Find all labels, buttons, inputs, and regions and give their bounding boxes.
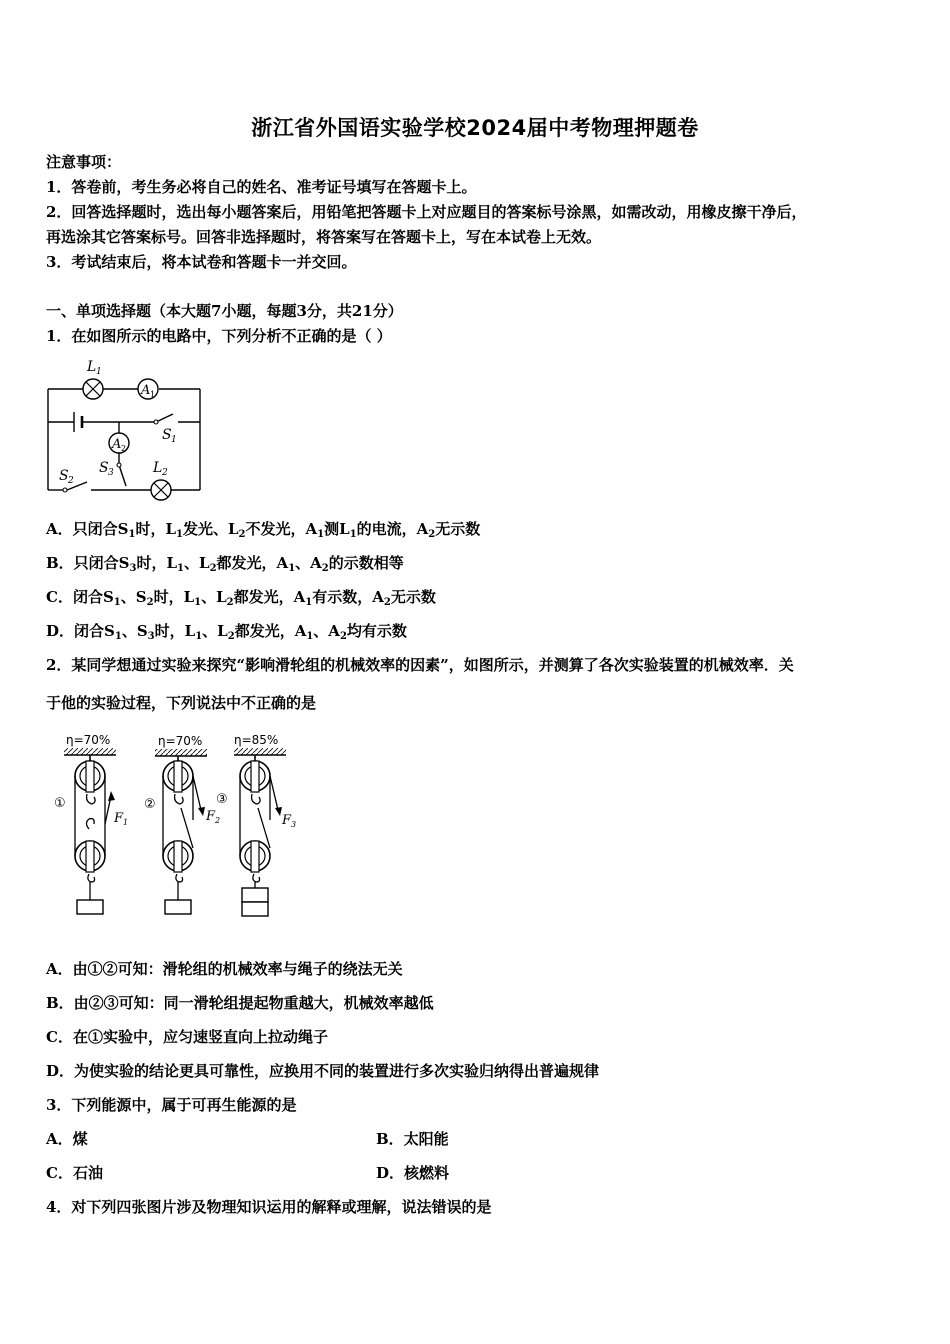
question-1-stem: 1．在如图所示的电路中，下列分析不正确的是（ ） — [46, 327, 392, 345]
switch-s1-sub: 1 — [171, 435, 177, 445]
lamp-l2-sub: 2 — [162, 468, 168, 478]
force-f2-sub: 2 — [215, 816, 221, 825]
switch-s2-label: S — [59, 468, 69, 484]
question-2-option-c[interactable]: C．在①实验中，应匀速竖直向上拉动绳子 — [46, 1028, 328, 1046]
switch-s3-label: S — [99, 460, 109, 476]
pulley-setup-3 — [234, 748, 286, 916]
note-item-2: 2．回答选择题时，选出每小题答案后，用铅笔把答题卡上对应题目的答案标号涂黑，如需改动，用橡皮擦干净后， — [46, 203, 807, 221]
section-heading: 一、单项选择题（本大题7小题，每题3分，共21分） — [46, 302, 403, 320]
ammeter-a1-sub: 1 — [150, 390, 156, 399]
question-2-stem-line-1: 2．某同学想通过实验来探究“影响滑轮组的机械效率的因素”，如图所示，并测算了各次实验装置的机械效率．关 — [46, 656, 794, 674]
setup-3-number: ③ — [216, 792, 228, 807]
notes-heading: 注意事项： — [46, 153, 122, 171]
question-1-option-c[interactable]: C．闭合$S_1$、$S_2$时，$L_1$、$L_2$都发光，$A_1$有示数，$A_2$无示数 — [46, 588, 436, 608]
switch-s1-contact — [154, 420, 158, 424]
note-item-3: 3．考试结束后，将本试卷和答题卡一并交回。 — [46, 253, 357, 271]
force-f1-label: F — [114, 811, 124, 826]
efficiency-3-label: η=85% — [234, 733, 279, 747]
question-3-option-c[interactable]: C．石油 — [46, 1164, 103, 1182]
question-3-option-b[interactable]: B．太阳能 — [376, 1130, 449, 1148]
lamp-l1-icon — [83, 379, 103, 399]
page-title: 浙江省外国语实验学校2024届中考物理押题卷 — [251, 116, 699, 140]
note-item-1: 1．答卷前，考生务必将自己的姓名、准考证号填写在答题卡上。 — [46, 178, 477, 196]
ammeter-a1-label: A — [141, 383, 151, 398]
question-2-option-b[interactable]: B．由②③可知：同一滑轮组提起物重越大，机械效率越低 — [46, 994, 434, 1012]
switch-s3-sub: 3 — [108, 468, 114, 478]
switch-s3-contact — [117, 463, 121, 467]
efficiency-2-label: η=70% — [158, 734, 203, 748]
lamp-l2-icon — [151, 480, 171, 500]
question-1-option-a[interactable]: A．只闭合$S_1$时，$L_1$发光、$L_2$不发光，$A_1$测$L_1$的电流，$A_2$无示数 — [46, 520, 481, 540]
lamp-l2-label: L — [153, 460, 163, 476]
question-4-stem: 4．对下列四张图片涉及物理知识运用的解释或理解，说法错误的是 — [46, 1198, 492, 1216]
efficiency-1-label: η=70% — [66, 733, 111, 747]
force-f3-sub: 3 — [291, 820, 297, 829]
force-f2-label: F — [206, 809, 216, 824]
note-item-2-cont: 再选涂其它答案标号。回答非选择题时，将答案写在答题卡上，写在本试卷上无效。 — [46, 228, 602, 246]
pulley-diagram — [48, 728, 308, 940]
switch-s1-label: S — [162, 427, 172, 443]
question-2-stem-line-2: 于他的实验过程，下列说法中不正确的是 — [46, 694, 317, 712]
question-1-option-b[interactable]: B．只闭合$S_3$时，$L_1$、$L_2$都发光，$A_1$、$A_2$的示数相等 — [46, 554, 404, 574]
question-2-option-d[interactable]: D．为使实验的结论更具可靠性，应换用不同的装置进行多次实验归纳得出普遍规律 — [46, 1062, 600, 1080]
force-f3-label: F — [282, 813, 292, 828]
question-3-stem: 3．下列能源中，属于可再生能源的是 — [46, 1096, 297, 1114]
setup-2-number: ② — [144, 797, 156, 812]
question-2-option-a[interactable]: A．由①②可知：滑轮组的机械效率与绳子的绕法无关 — [46, 960, 403, 978]
question-3-option-d[interactable]: D．核燃料 — [376, 1164, 450, 1182]
question-1-option-d[interactable]: D．闭合$S_1$、$S_3$时，$L_1$、$L_2$都发光，$A_1$、$A_2$均有示数 — [46, 622, 407, 642]
switch-s2-contact — [63, 488, 67, 492]
ammeter-a2-sub: 2 — [121, 444, 127, 453]
ammeter-a2-label: A — [112, 437, 122, 452]
pulley-setup-1 — [64, 748, 116, 914]
pulley-setup-2 — [155, 749, 207, 914]
lamp-l1-label: L — [87, 359, 97, 375]
question-3-option-a[interactable]: A．煤 — [46, 1130, 88, 1148]
setup-1-number: ① — [54, 796, 66, 811]
lamp-l1-sub: 1 — [96, 367, 102, 377]
circuit-diagram — [40, 356, 210, 502]
switch-s2-sub: 2 — [68, 476, 74, 486]
force-f1-sub: 1 — [123, 818, 129, 827]
